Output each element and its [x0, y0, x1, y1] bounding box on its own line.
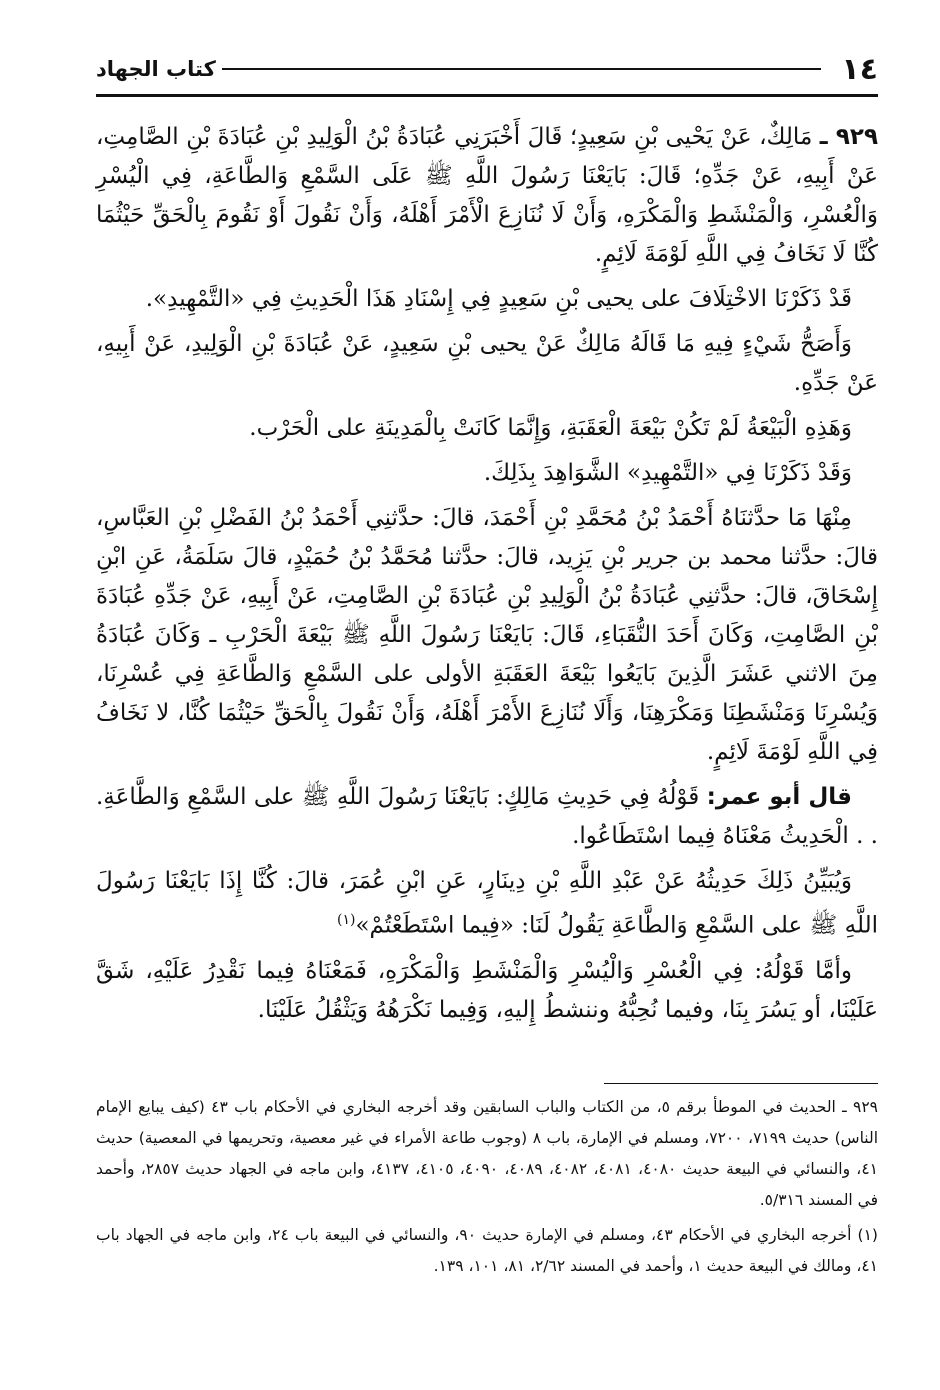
paragraph-text: وَيُبَيِّنُ ذَلِكَ حَدِيثُهُ عَنْ عَبْدِ اللَّهِ بْنِ دِينَارٍ، عَنِ ابْنِ عُمَرَ، قالَ: كُنَّا إِذَا بَايَعْنَا رَسُولَ اللَّهِ ﷺ على السَّمْعِ وَالطَّاعَةِ يَقُولُ لَنَا: «فِيما اسْتَطَعْتُمْ» — [96, 868, 878, 939]
paragraph: وَأَصَحُّ شَيْءٍ فِيهِ مَا قَالَهُ مَالِكٌ عَنْ يحيى بْنِ سَعِيدٍ، عَنْ عُبَادَةَ بْنِ الْوَلِيدِ، عَنْ أَبِيهِ، عَنْ جَدِّهِ. — [96, 331, 878, 396]
commentary-paragraph — [96, 778, 878, 856]
header-rule — [96, 94, 878, 97]
hadith-paragraph — [96, 118, 878, 274]
footnote: ٩٢٩ ـ الحديث في الموطأ برقم ٥، من الكتاب والباب السابقين وقد أخرجه البخاري في الأحكام باب ٤٣ (كيف يبايع الإمام الناس) حديث ٧١٩٩، ٧٢٠٠، ومسلم في الإمارة، باب ٨ (وجوب طاعة الأمراء في غير معصية، وتحريمها في المعصية) حديث ٤١، والنسائي في البيعة حديث ٤٠٨٠، ٤٠٨١، ٤٠٨٢، ٤٠٨٩، ٤٠٩٠، ٤١٠٥، ٤١٣٧، وابن ماجه في الجهاد حديث ٢٨٥٧، وأحمد في المسند ٥/٣١٦. — [96, 1098, 878, 1209]
paragraph: مِنْهَا مَا حدَّثنَاهُ أَحْمَدُ بْنُ مُحَمَّدِ بْنِ أَحْمَدَ، قالَ: حدَّثنِي أَحْمَدُ بْنُ الفَضْلِ بْنِ العَبَّاسِ، قالَ: حدَّثنا محمد بن جرير بْنِ يَزِيد، قالَ: حدَّثنا مُحَمَّدُ بْنُ حُمَيْدٍ، قالَ سَلَمَةُ، عَنِ ابْنِ إِسْحَاقَ، قالَ: حدَّثنِي عُبَادَةُ بْنُ الْوَلِيدِ بْنِ عُبَادَةَ بْنِ الصَّامِتِ، عَنْ أَبِيهِ، عَنْ جَدِّهِ عُبَادَةَ بْنِ الصَّامِتِ، وَكَانَ أَحَدَ النُّقَبَاءِ، قَالَ: بَايَعْنَا رَسُولَ اللَّهِ ﷺ بَيْعَةَ الْحَرْبِ ـ وَكَانَ عُبَادَةُ مِنَ الاثني عَشَرَ الَّذِينَ بَايَعُوا بَيْعَةَ العَقَبَةِ الأولى على السَّمْعِ وَالطَّاعَةِ فِي عُسْرِنَا، وَيُسْرِنَا وَمَنْشَطِنَا وَمَكْرَهِنَا، وَأَلَا نُنَازِعَ الأَمْرَ أَهْلَهُ، وَأَنْ نَقُولَ بِالْحَقِّ حَيْثُمَا كُنَّا، لا نَخَافُ فِي اللَّهِ لَوْمَةَ لَائِمٍ. — [96, 505, 878, 765]
hadith-text: مَالِكٌ، عَنْ يَحْيى بْنِ سَعِيدٍ؛ قَالَ أَخْبَرَنِي عُبَادَةُ بْنُ الْوَلِيدِ بْنِ عُبَادَةَ بْنِ الصَّامِتِ، عَنْ أَبِيهِ، عَنْ جَدِّهِ؛ قَالَ: بَايَعْنَا رَسُولَ اللَّهِ ﷺ عَلَى السَّمْعِ وَالطَّاعَةِ، فِي الْيُسْرِ وَالْعُسْرِ، وَالْمَنْشَطِ وَالْمَكْرَهِ، وَأَنْ لَا نُنَازِعَ الْأَمْرَ أَهْلَهُ، وَأَنْ نَقُولَ أَوْ نَقُومَ بِالْحَقِّ حَيْثُمَا كُنَّا لَا نَخَافُ فِي اللَّهِ لَوْمَةَ لَائِمٍ. — [96, 124, 878, 267]
main-text — [96, 118, 878, 1036]
book-title: كتاب الجهاد — [96, 57, 216, 81]
commentary-speaker: قال أبو عمر: — [706, 784, 852, 810]
page-header — [96, 46, 878, 92]
paragraph: قَدْ ذَكَرْنَا الاخْتِلَافَ على يحيى بْنِ سَعِيدٍ فِي إِسْنَادِ هَذَا الْحَدِيثِ فِي «التَّمْهِيدِ». — [145, 286, 852, 312]
commentary-text: قَوْلُهُ فِي حَدِيثِ مَالِكٍ: بَايَعْنَا رَسُولَ اللَّهِ ﷺ على السَّمْعِ وَالطَّاعَةِ. . . الْحَدِيثُ مَعْنَاهُ فِيما اسْتَطَاعُوا. — [96, 784, 878, 849]
paragraph: وَقَدْ ذَكَرْنَا فِي «التَّمْهِيدِ» الشَّوَاهِدَ بِذَلِكَ. — [483, 460, 852, 486]
hadith-number: ٩٢٩ ـ — [819, 124, 878, 150]
footnotes — [96, 1092, 878, 1286]
closing-paragraph: وأمَّا قَوْلُهُ: فِي الْعُسْرِ وَالْيُسْرِ وَالْمَنْشَطِ وَالْمَكْرَهِ، فَمَعْنَاهُ فِيما نَقْدِرُ عَلَيْهِ، شَقَّ عَلَيْنَا، أو يَسُرَ بِنَا، وفيما نُحِبُّهُ وننشطُ إِليهِ، وَفِيما نَكْرَهُهُ وَيَثْقُلُ عَلَيْنَا. — [96, 957, 878, 1023]
header-line — [222, 68, 822, 70]
footnote-marker: (١) — [336, 912, 356, 928]
paragraph: وَهَذِهِ الْبَيْعَةُ لَمْ تَكُنْ بَيْعَةَ الْعَقَبَةِ، وَإِنَّمَا كَانَتْ بِالْمَدِينَةِ على الْحَرْب. — [249, 415, 852, 441]
page-number: ١٤ — [841, 51, 878, 87]
paragraph-with-footnote — [96, 862, 878, 946]
footnote: (١) أخرجه البخاري في الأحكام ٤٣، ومسلم في الإمارة حديث ٩٠، والنسائي في البيعة باب ٢٤، وابن ماجه في الجهاد باب ٤١، ومالك في البيعة حديث ١، وأحمد في المسند ٢/٦٢، ٨١، ١٠١، ١٣٩. — [96, 1226, 878, 1275]
footnote-divider — [604, 1083, 878, 1084]
